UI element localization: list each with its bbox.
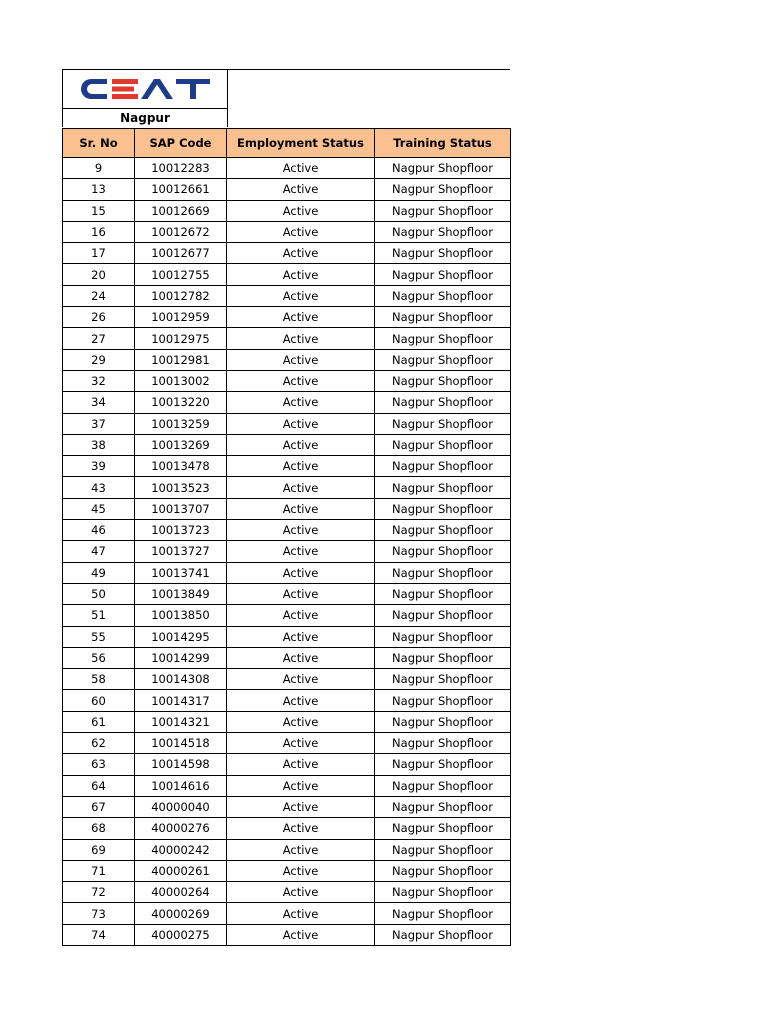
employment-status-cell: Active <box>227 860 375 881</box>
sr-no-cell: 55 <box>63 626 135 647</box>
employment-status-cell: Active <box>227 626 375 647</box>
employment-status-cell: Active <box>227 328 375 349</box>
table-row <box>63 520 511 541</box>
sap-code-cell: 10013727 <box>135 541 227 562</box>
sap-code-cell: 10013849 <box>135 583 227 604</box>
sr-no-cell: 39 <box>63 456 135 477</box>
table-row <box>63 605 511 626</box>
sr-no-cell: 74 <box>63 924 135 945</box>
table-row <box>63 285 511 306</box>
sap-code-cell: 10012283 <box>135 158 227 179</box>
employment-status-cell: Active <box>227 796 375 817</box>
sr-no-cell: 27 <box>63 328 135 349</box>
employment-status-cell: Active <box>227 370 375 391</box>
table-row <box>63 690 511 711</box>
employment-status-cell: Active <box>227 498 375 519</box>
sap-code-cell: 10014321 <box>135 711 227 732</box>
sap-code-cell: 10014598 <box>135 754 227 775</box>
employment-status-cell: Active <box>227 158 375 179</box>
table-row <box>63 626 511 647</box>
training-status-cell: Nagpur Shopfloor <box>375 221 511 242</box>
employment-status-cell: Active <box>227 392 375 413</box>
employment-status-cell: Active <box>227 924 375 945</box>
employment-status-cell: Active <box>227 583 375 604</box>
training-status-cell: Nagpur Shopfloor <box>375 711 511 732</box>
sap-code-cell: 10014295 <box>135 626 227 647</box>
sr-no-cell: 58 <box>63 669 135 690</box>
sr-no-cell: 17 <box>63 243 135 264</box>
training-status-cell: Nagpur Shopfloor <box>375 626 511 647</box>
sap-code-cell: 10012755 <box>135 264 227 285</box>
sap-code-cell: 10013478 <box>135 456 227 477</box>
sr-no-cell: 72 <box>63 882 135 903</box>
table-row <box>63 456 511 477</box>
sr-no-cell: 38 <box>63 434 135 455</box>
spreadsheet <box>62 69 510 946</box>
training-status-cell: Nagpur Shopfloor <box>375 882 511 903</box>
employment-status-cell: Active <box>227 605 375 626</box>
sap-code-cell: 40000269 <box>135 903 227 924</box>
sap-code-cell: 10012661 <box>135 179 227 200</box>
employment-status-cell: Active <box>227 754 375 775</box>
table-row <box>63 328 511 349</box>
sr-no-cell: 24 <box>63 285 135 306</box>
employment-status-cell: Active <box>227 669 375 690</box>
sap-code-cell: 10013523 <box>135 477 227 498</box>
employment-status-cell: Active <box>227 307 375 328</box>
sr-no-cell: 64 <box>63 775 135 796</box>
sap-code-cell: 40000264 <box>135 882 227 903</box>
sr-no-cell: 46 <box>63 520 135 541</box>
employment-status-cell: Active <box>227 264 375 285</box>
training-status-cell: Nagpur Shopfloor <box>375 158 511 179</box>
employment-status-cell: Active <box>227 179 375 200</box>
sap-code-cell: 10012981 <box>135 349 227 370</box>
sr-no-cell: 45 <box>63 498 135 519</box>
training-status-cell: Nagpur Shopfloor <box>375 839 511 860</box>
sap-code-cell: 10012975 <box>135 328 227 349</box>
training-status-cell: Nagpur Shopfloor <box>375 349 511 370</box>
sap-code-cell: 10013269 <box>135 434 227 455</box>
sr-no-cell: 56 <box>63 647 135 668</box>
sap-code-cell: 10013850 <box>135 605 227 626</box>
table-row <box>63 243 511 264</box>
employment-status-cell: Active <box>227 882 375 903</box>
sr-no-cell: 62 <box>63 733 135 754</box>
training-status-cell: Nagpur Shopfloor <box>375 860 511 881</box>
ceat-logo-icon <box>77 75 213 103</box>
employment-status-cell: Active <box>227 541 375 562</box>
ceat-logo <box>63 70 227 109</box>
table-row <box>63 179 511 200</box>
sap-code-cell: 10014299 <box>135 647 227 668</box>
sap-code-cell: 10012672 <box>135 221 227 242</box>
sr-no-cell: 15 <box>63 200 135 221</box>
sap-code-cell: 40000276 <box>135 818 227 839</box>
employment-status-cell: Active <box>227 434 375 455</box>
table-header-row <box>63 129 511 158</box>
sr-no-cell: 29 <box>63 349 135 370</box>
sr-no-cell: 26 <box>63 307 135 328</box>
training-status-cell: Nagpur Shopfloor <box>375 669 511 690</box>
training-status-cell: Nagpur Shopfloor <box>375 264 511 285</box>
employment-status-cell: Active <box>227 221 375 242</box>
training-status-cell: Nagpur Shopfloor <box>375 477 511 498</box>
table-row <box>63 860 511 881</box>
sr-no-cell: 69 <box>63 839 135 860</box>
column-header-sr-no: Sr. No <box>63 129 135 158</box>
sr-no-cell: 43 <box>63 477 135 498</box>
table-row <box>63 924 511 945</box>
sr-no-cell: 71 <box>63 860 135 881</box>
sr-no-cell: 73 <box>63 903 135 924</box>
sap-code-cell: 40000242 <box>135 839 227 860</box>
sr-no-cell: 16 <box>63 221 135 242</box>
training-status-cell: Nagpur Shopfloor <box>375 562 511 583</box>
sap-code-cell: 10012677 <box>135 243 227 264</box>
training-status-cell: Nagpur Shopfloor <box>375 924 511 945</box>
training-status-cell: Nagpur Shopfloor <box>375 605 511 626</box>
table-row <box>63 882 511 903</box>
training-status-cell: Nagpur Shopfloor <box>375 285 511 306</box>
table-row <box>63 434 511 455</box>
table-row <box>63 264 511 285</box>
training-status-cell: Nagpur Shopfloor <box>375 818 511 839</box>
training-status-cell: Nagpur Shopfloor <box>375 307 511 328</box>
location-label: Nagpur <box>120 111 170 125</box>
sap-code-cell: 40000275 <box>135 924 227 945</box>
training-status-cell: Nagpur Shopfloor <box>375 392 511 413</box>
employment-status-cell: Active <box>227 477 375 498</box>
table-row <box>63 541 511 562</box>
table-row <box>63 669 511 690</box>
sap-code-cell: 10012669 <box>135 200 227 221</box>
training-status-cell: Nagpur Shopfloor <box>375 541 511 562</box>
training-status-cell: Nagpur Shopfloor <box>375 775 511 796</box>
sr-no-cell: 37 <box>63 413 135 434</box>
sap-code-cell: 10014616 <box>135 775 227 796</box>
table-row <box>63 307 511 328</box>
training-status-cell: Nagpur Shopfloor <box>375 243 511 264</box>
training-status-cell: Nagpur Shopfloor <box>375 370 511 391</box>
employment-status-cell: Active <box>227 775 375 796</box>
table-row <box>63 754 511 775</box>
training-status-cell: Nagpur Shopfloor <box>375 498 511 519</box>
table-row <box>63 370 511 391</box>
sr-no-cell: 13 <box>63 179 135 200</box>
column-header-training-status: Training Status <box>375 129 511 158</box>
employment-status-cell: Active <box>227 903 375 924</box>
training-status-cell: Nagpur Shopfloor <box>375 583 511 604</box>
training-status-cell: Nagpur Shopfloor <box>375 413 511 434</box>
training-status-cell: Nagpur Shopfloor <box>375 733 511 754</box>
table-row <box>63 775 511 796</box>
table-row <box>63 158 511 179</box>
training-status-cell: Nagpur Shopfloor <box>375 328 511 349</box>
sr-no-cell: 67 <box>63 796 135 817</box>
table-row <box>63 392 511 413</box>
column-header-sap-code: SAP Code <box>135 129 227 158</box>
table-row <box>63 477 511 498</box>
table-row <box>63 818 511 839</box>
sap-code-cell: 10014518 <box>135 733 227 754</box>
column-header-employment-status: Employment Status <box>227 129 375 158</box>
employment-status-cell: Active <box>227 818 375 839</box>
sap-code-cell: 10013741 <box>135 562 227 583</box>
training-status-cell: Nagpur Shopfloor <box>375 179 511 200</box>
sr-no-cell: 60 <box>63 690 135 711</box>
sr-no-cell: 9 <box>63 158 135 179</box>
table-row <box>63 583 511 604</box>
sr-no-cell: 61 <box>63 711 135 732</box>
employment-status-cell: Active <box>227 456 375 477</box>
sr-no-cell: 49 <box>63 562 135 583</box>
sap-code-cell: 10014308 <box>135 669 227 690</box>
header-block <box>62 69 510 128</box>
sr-no-cell: 63 <box>63 754 135 775</box>
employment-status-cell: Active <box>227 413 375 434</box>
sap-code-cell: 10013723 <box>135 520 227 541</box>
employment-status-cell: Active <box>227 562 375 583</box>
table-row <box>63 498 511 519</box>
table-row <box>63 903 511 924</box>
employment-status-cell: Active <box>227 647 375 668</box>
training-status-cell: Nagpur Shopfloor <box>375 647 511 668</box>
sr-no-cell: 50 <box>63 583 135 604</box>
table-row <box>63 647 511 668</box>
employment-status-cell: Active <box>227 690 375 711</box>
sr-no-cell: 51 <box>63 605 135 626</box>
training-status-cell: Nagpur Shopfloor <box>375 754 511 775</box>
sr-no-cell: 34 <box>63 392 135 413</box>
sap-code-cell: 10012959 <box>135 307 227 328</box>
logo-cell <box>62 70 228 127</box>
employment-status-cell: Active <box>227 200 375 221</box>
employment-status-cell: Active <box>227 733 375 754</box>
sap-code-cell: 10013220 <box>135 392 227 413</box>
table-row <box>63 839 511 860</box>
employment-status-cell: Active <box>227 711 375 732</box>
table-row <box>63 796 511 817</box>
table-row <box>63 733 511 754</box>
sr-no-cell: 20 <box>63 264 135 285</box>
sr-no-cell: 68 <box>63 818 135 839</box>
training-status-cell: Nagpur Shopfloor <box>375 903 511 924</box>
training-status-cell: Nagpur Shopfloor <box>375 690 511 711</box>
sap-code-cell: 40000261 <box>135 860 227 881</box>
training-status-cell: Nagpur Shopfloor <box>375 796 511 817</box>
table-row <box>63 349 511 370</box>
employment-status-cell: Active <box>227 243 375 264</box>
training-status-cell: Nagpur Shopfloor <box>375 434 511 455</box>
table-row <box>63 562 511 583</box>
table-body <box>63 158 511 946</box>
employment-status-cell: Active <box>227 839 375 860</box>
table-row <box>63 413 511 434</box>
employment-status-cell: Active <box>227 285 375 306</box>
training-status-cell: Nagpur Shopfloor <box>375 456 511 477</box>
sap-code-cell: 10014317 <box>135 690 227 711</box>
table-row <box>63 200 511 221</box>
training-status-cell: Nagpur Shopfloor <box>375 520 511 541</box>
sr-no-cell: 47 <box>63 541 135 562</box>
sap-code-cell: 40000040 <box>135 796 227 817</box>
sap-code-cell: 10013707 <box>135 498 227 519</box>
table-row <box>63 711 511 732</box>
sr-no-cell: 32 <box>63 370 135 391</box>
table-row <box>63 221 511 242</box>
employment-status-cell: Active <box>227 520 375 541</box>
sap-code-cell: 10013259 <box>135 413 227 434</box>
employment-status-cell: Active <box>227 349 375 370</box>
employee-table <box>62 128 511 946</box>
training-status-cell: Nagpur Shopfloor <box>375 200 511 221</box>
sap-code-cell: 10012782 <box>135 285 227 306</box>
sap-code-cell: 10013002 <box>135 370 227 391</box>
